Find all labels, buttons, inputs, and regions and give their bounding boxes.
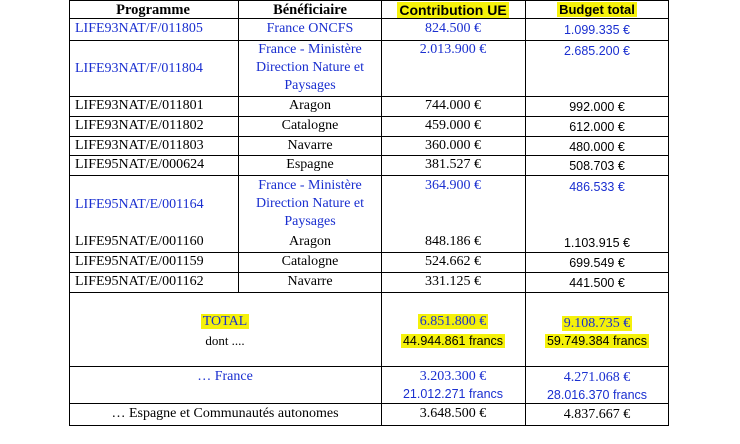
total-label: TOTAL [202,314,248,329]
espagne-label: … Espagne et Communautés autonomes [111,406,339,421]
row-line [69,292,669,293]
cell-beneficiaire: Navarre [287,138,333,153]
cell-programme: LIFE93NAT/E/011802 [75,118,204,133]
total-budget-francs: 59.749.384 francs [546,334,648,348]
cell-budget: 699.549 € [569,256,625,270]
budget-table [69,0,669,426]
france-contribution: 3.203.300 € [419,369,487,384]
total-contribution: 6.851.800 € [419,314,487,329]
row-line [69,366,669,367]
cell-contribution: 459.000 € [425,118,481,133]
espagne-budget: 4.837.667 € [563,407,631,422]
cell-programme: LIFE95NAT/E/001164 [75,197,204,212]
cell-beneficiaire-line: France - Ministère [258,42,362,57]
border-right [668,0,669,426]
cell-budget: 1.099.335 € [563,23,631,37]
cell-beneficiaire: Aragon [289,234,331,249]
cell-budget: 612.000 € [569,120,625,134]
cell-budget: 486.533 € [569,180,625,194]
border-left [69,0,70,426]
cell-contribution: 824.500 € [425,21,481,36]
espagne-contribution: 3.648.500 € [419,406,487,421]
cell-programme: LIFE95NAT/E/000624 [75,157,205,172]
cell-beneficiaire: Espagne [286,157,334,172]
france-label: … France [197,369,253,384]
header-contribution: Contribution UE [399,2,507,18]
header-budget: Budget total [559,2,635,17]
cell-budget: 508.703 € [569,159,625,173]
row-line [69,175,669,176]
cell-programme: LIFE93NAT/E/011803 [75,138,204,153]
divider-col2 [381,0,382,426]
cell-budget: 441.500 € [569,276,625,290]
france-contribution-francs: 21.012.271 francs [402,387,504,401]
cell-beneficiaire: France ONCFS [266,21,354,36]
cell-beneficiaire: Aragon [289,98,331,113]
cell-beneficiaire-line: Paysages [284,214,336,229]
header-beneficiaire: Bénéficiaire [273,2,347,18]
cell-beneficiaire: Catalogne [281,254,339,269]
cell-programme: LIFE93NAT/E/011801 [75,98,204,113]
divider-col3 [525,0,526,426]
header-programme: Programme [116,2,190,18]
cell-programme: LIFE95NAT/E/001159 [75,254,204,269]
cell-budget: 1.103.915 € [563,236,631,250]
cell-contribution: 331.125 € [425,274,481,289]
cell-budget: 2.685.200 € [563,44,631,58]
france-budget-francs: 28.016.370 francs [546,388,648,402]
cell-programme: LIFE93NAT/F/011804 [75,61,203,76]
total-dont: dont .... [205,333,245,348]
cell-programme: LIFE95NAT/E/001160 [75,234,204,249]
total-budget: 9.108.735 € [563,316,631,331]
cell-contribution: 364.900 € [425,178,481,193]
total-contribution-francs: 44.944.861 francs [402,334,504,348]
cell-beneficiaire-line: Direction Nature et [255,60,365,75]
border-bottom [69,425,669,426]
france-budget: 4.271.068 € [563,370,631,385]
cell-budget: 992.000 € [569,100,625,114]
cell-contribution: 848.186 € [425,234,481,249]
cell-beneficiaire: Navarre [287,274,333,289]
cell-beneficiaire-line: Paysages [284,78,336,93]
cell-contribution: 381.527 € [425,157,481,172]
cell-beneficiaire-line: France - Ministère [258,178,362,193]
cell-contribution: 2.013.900 € [419,42,487,57]
cell-beneficiaire: Catalogne [281,118,339,133]
cell-programme: LIFE93NAT/F/011805 [75,21,203,36]
cell-contribution: 744.000 € [425,98,481,113]
cell-beneficiaire-line: Direction Nature et [255,196,365,211]
cell-contribution: 524.662 € [425,254,481,269]
cell-contribution: 360.000 € [425,138,481,153]
cell-budget: 480.000 € [569,140,625,154]
cell-programme: LIFE95NAT/E/001162 [75,274,204,289]
